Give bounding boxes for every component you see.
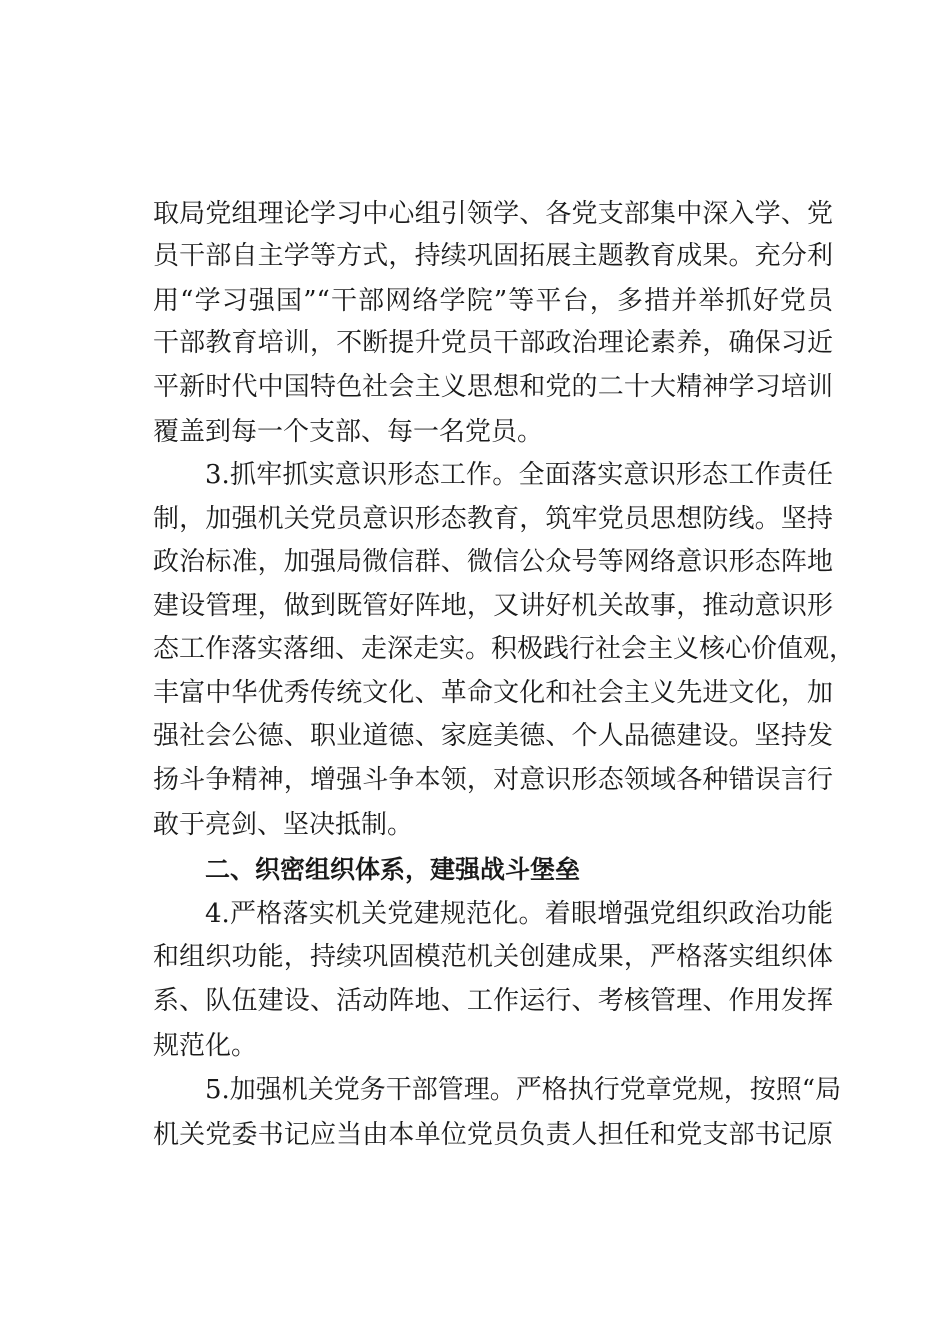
text-line: 干部教育培训，不断提升党员干部政治理论素养，确保习近 [153,328,833,358]
text-line: 平新时代中国特色社会主义思想和党的二十大精神学习培训 [153,372,833,402]
text-line: 规范化。 [153,1031,258,1061]
text-line: 态工作落实落细、走深走实。积极践行社会主义核心价值观， [153,634,856,664]
text-line: 机关党委书记应当由本单位党员负责人担任和党支部书记原 [153,1120,833,1150]
text-line: 扬斗争精神，增强斗争本领，对意识形态领域各种错误言行 [153,765,833,795]
text-line: 制，加强机关党员意识形态教育，筑牢党员思想防线。坚持 [153,504,833,534]
text-line: 和组织功能，持续巩固模范机关创建成果，严格落实组织体 [153,942,833,972]
text-line: 取局党组理论学习中心组引领学、各党支部集中深入学、党 [153,199,833,229]
text-line: 系、队伍建设、活动阵地、工作运行、考核管理、作用发挥 [153,986,833,1016]
text-line: 建设管理，做到既管好阵地，又讲好机关故事，推动意识形 [153,591,833,621]
section-heading: 二、织密组织体系，建强战斗堡垒 [205,855,581,884]
text-line: 敢于亮剑、坚决抵制。 [153,810,414,840]
text-line: 政治标准，加强局微信群、微信公众号等网络意识形态阵地 [153,547,833,577]
text-line: 5.加强机关党务干部管理。严格执行党章党规，按照“局 [205,1075,842,1105]
text-line: 员干部自主学等方式，持续巩固拓展主题教育成果。充分利 [153,241,833,271]
text-line: 3.抓牢抓实意识形态工作。全面落实意识形态工作责任 [205,460,833,490]
text-line: 覆盖到每一个支部、每一名党员。 [153,417,544,447]
text-line: 强社会公德、职业道德、家庭美德、个人品德建设。坚持发 [153,721,833,751]
text-line: 4.严格落实机关党建规范化。着眼增强党组织政治功能 [205,899,833,929]
text-line: 丰富中华优秀传统文化、革命文化和社会主义先进文化，加 [153,678,833,708]
text-line: 用“学习强国”“干部网络学院”等平台，多措并举抓好党员 [153,286,833,316]
